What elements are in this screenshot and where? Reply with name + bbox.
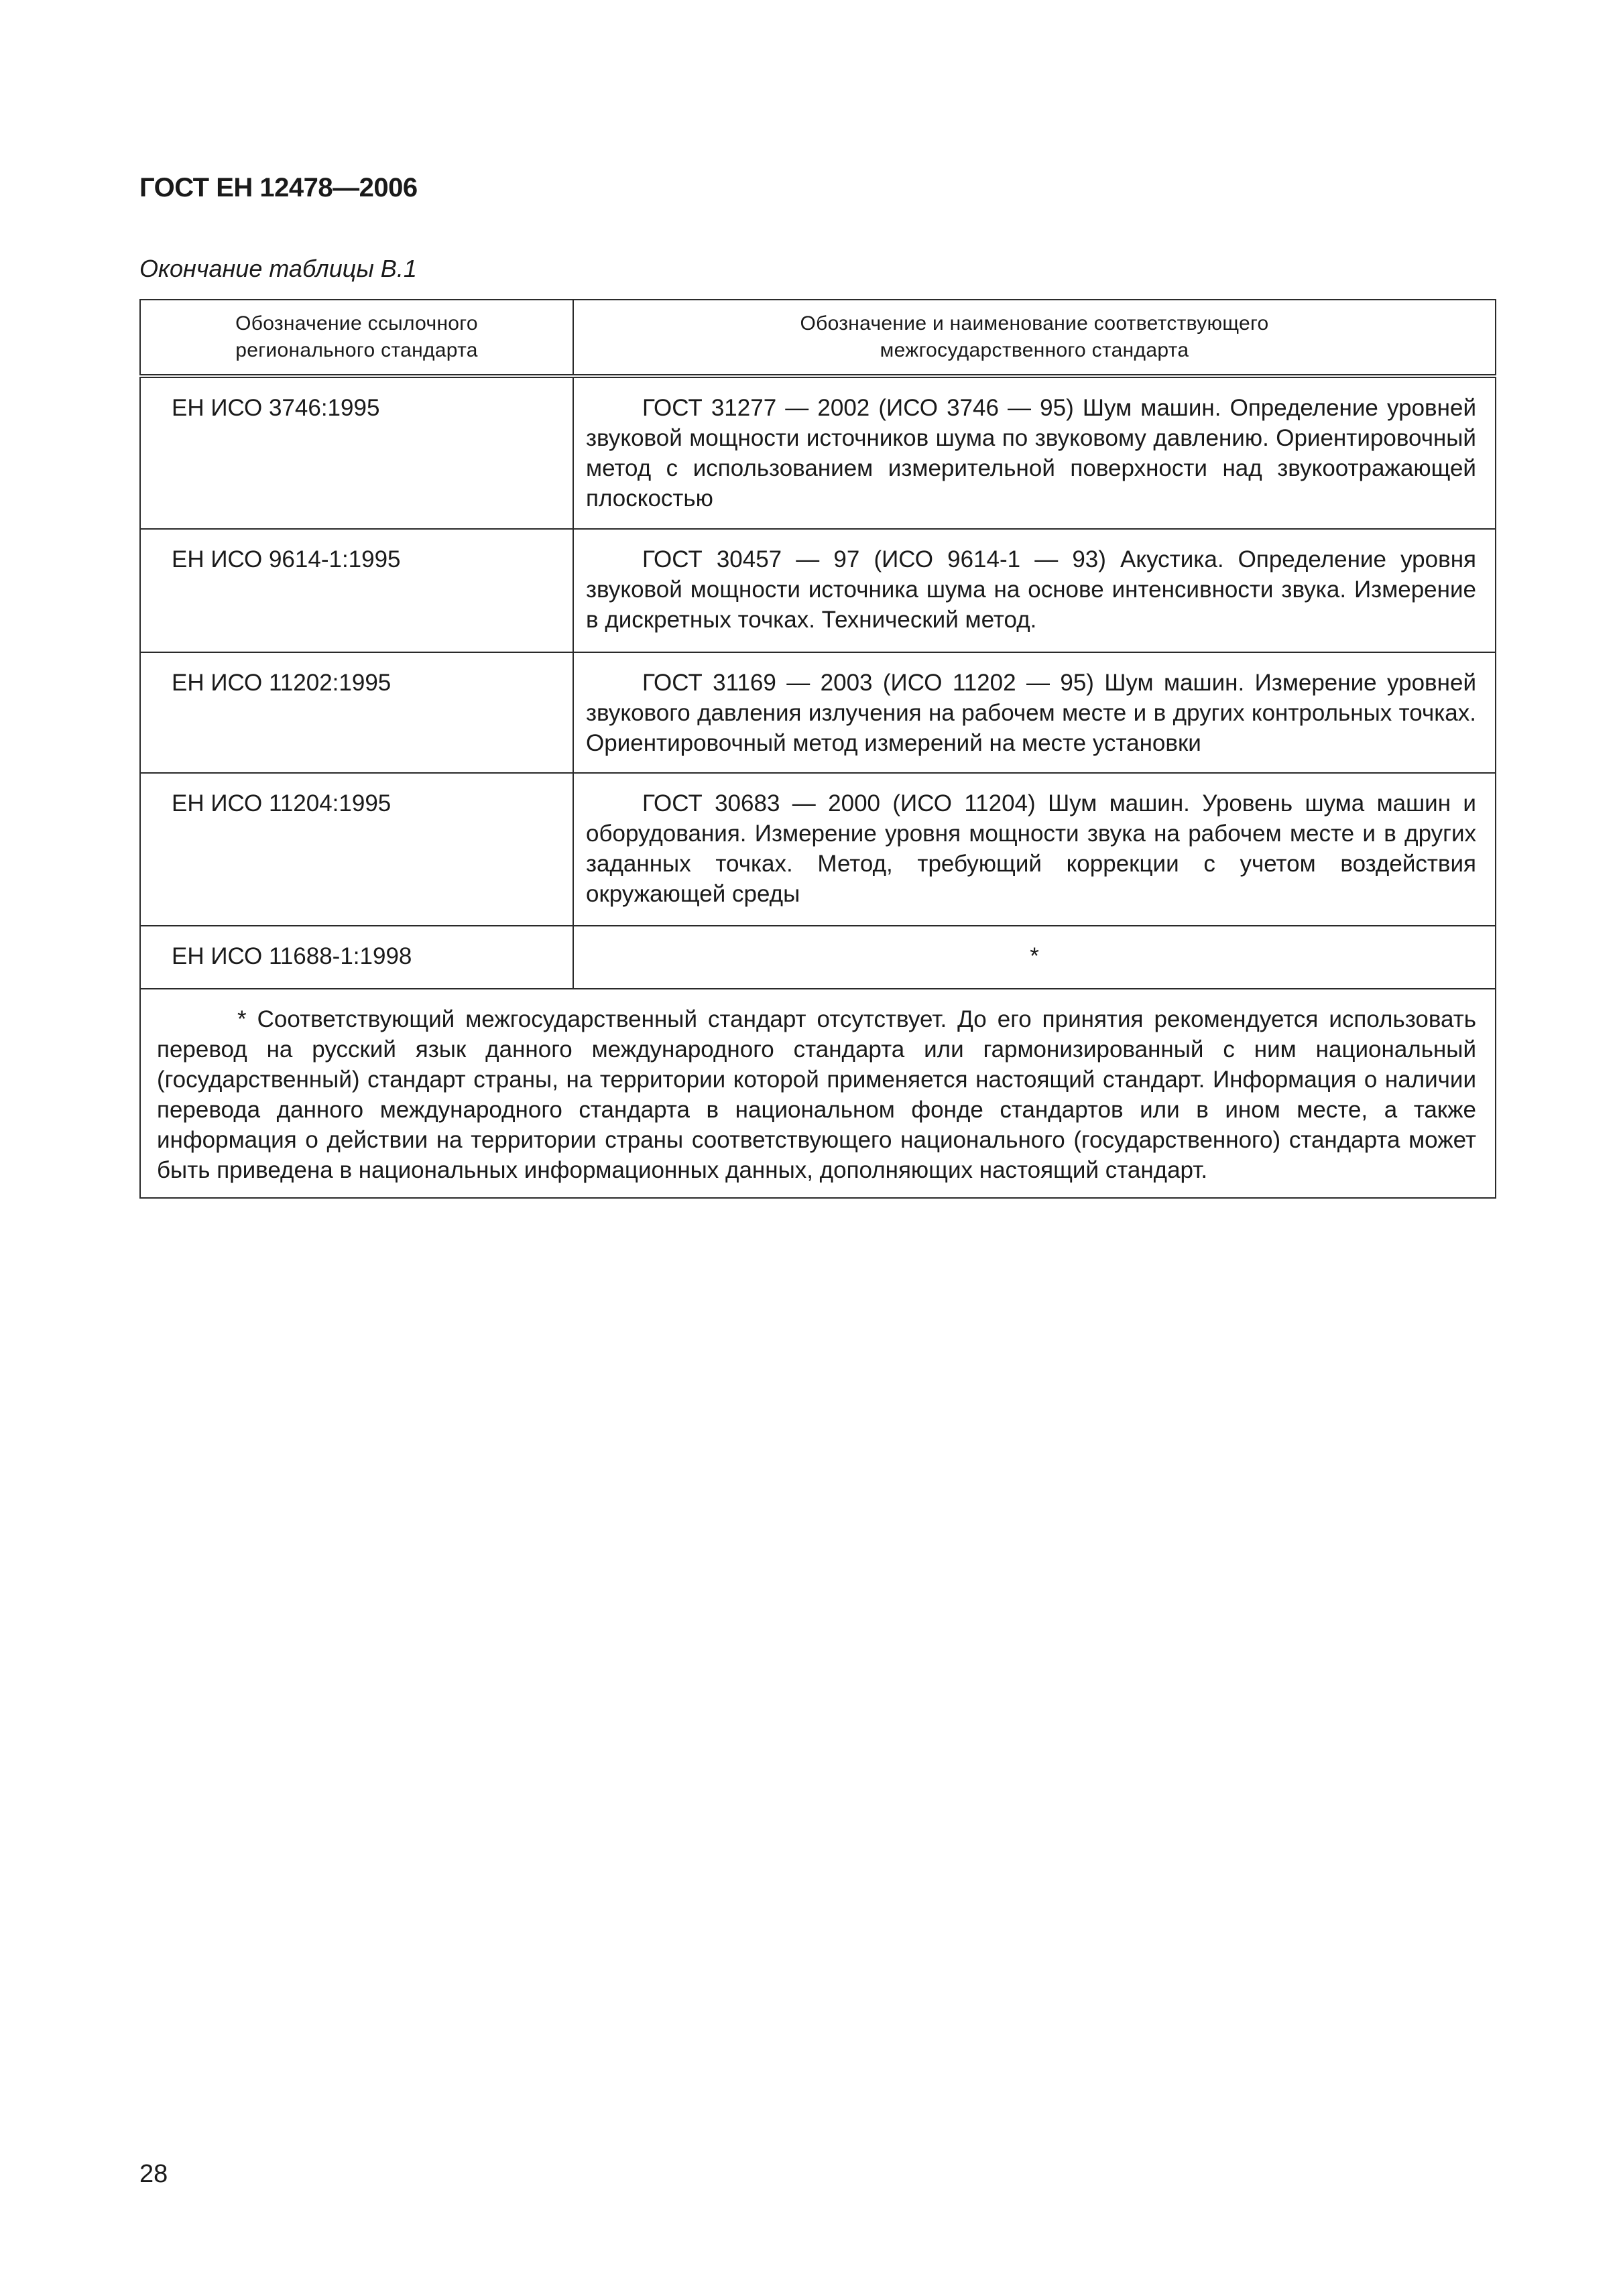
table-row — [140, 376, 1496, 529]
table-row — [140, 773, 1496, 926]
interstate-standard-cell: ГОСТ 31277 — 2002 (ИСО 3746 — 95) Шум машин. Определение уровней звуковой мощности источников шума по звуковому давлению. Ориентировочный метод с использованием измерительной поверхности над звукоотражающей плоскостью — [573, 376, 1496, 529]
table-row — [140, 529, 1496, 652]
table-row — [140, 926, 1496, 989]
document-code: ГОСТ ЕН 12478—2006 — [139, 173, 418, 202]
table-caption: Окончание таблицы В.1 — [139, 255, 417, 282]
column-header-line: Обозначение ссылочного — [235, 312, 478, 335]
interstate-standard-cell: ГОСТ 30457 — 97 (ИСО 9614-1 — 93) Акустика. Определение уровня звуковой мощности источника шума на основе интенсивности звука. Измерение в дискретных точках. Технический метод. — [573, 529, 1496, 652]
column-header-regional-standard — [140, 300, 573, 376]
regional-standard-cell: ЕН ИСО 11204:1995 — [140, 773, 573, 926]
column-header-line: регионального стандарта — [235, 339, 478, 361]
regional-standard-cell: ЕН ИСО 11688-1:1998 — [140, 926, 573, 989]
table-row — [140, 652, 1496, 773]
regional-standard-cell: ЕН ИСО 3746:1995 — [140, 376, 573, 529]
regional-standard-cell: ЕН ИСО 9614-1:1995 — [140, 529, 573, 652]
regional-standard-cell: ЕН ИСО 11202:1995 — [140, 652, 573, 773]
footnote-text: * Соответствующий межгосударственный стандарт отсутствует. До его принятия рекомендуется использовать перевод на русский язык данного международного стандарта или гармонизированный с ним национальный (государственный) стандарт страны, на территории которой применяется настоящий стандарт. Информация о наличии перевода данного международного стандарта в национальном фонде стандартов или в ином месте, а также информация о действии на территории страны соответствующего национального (государственного) стандарта может быть приведена в национальных информационных данных, дополняющих настоящий стандарт. — [140, 989, 1496, 1198]
column-header-interstate-standard — [573, 300, 1496, 376]
column-header-line: Обозначение и наименование соответствующего — [800, 312, 1269, 335]
interstate-standard-cell: * — [573, 926, 1496, 989]
page-number: 28 — [139, 2160, 168, 2188]
column-header-line: межгосударственного стандарта — [880, 339, 1189, 361]
table-header-row — [140, 300, 1496, 376]
interstate-standard-cell: ГОСТ 30683 — 2000 (ИСО 11204) Шум машин. Уровень шума машин и оборудования. Измерение уровня мощности звука на рабочем месте и в других заданных точках. Метод, требующий коррекции с учетом воздействия окружающей среды — [573, 773, 1496, 926]
standards-table — [139, 299, 1496, 1199]
interstate-standard-cell: ГОСТ 31169 — 2003 (ИСО 11202 — 95) Шум машин. Измерение уровней звукового давления излучения на рабочем месте и в других контрольных точках. Ориентировочный метод измерений на месте установки — [573, 652, 1496, 773]
footnote-row — [140, 989, 1496, 1198]
